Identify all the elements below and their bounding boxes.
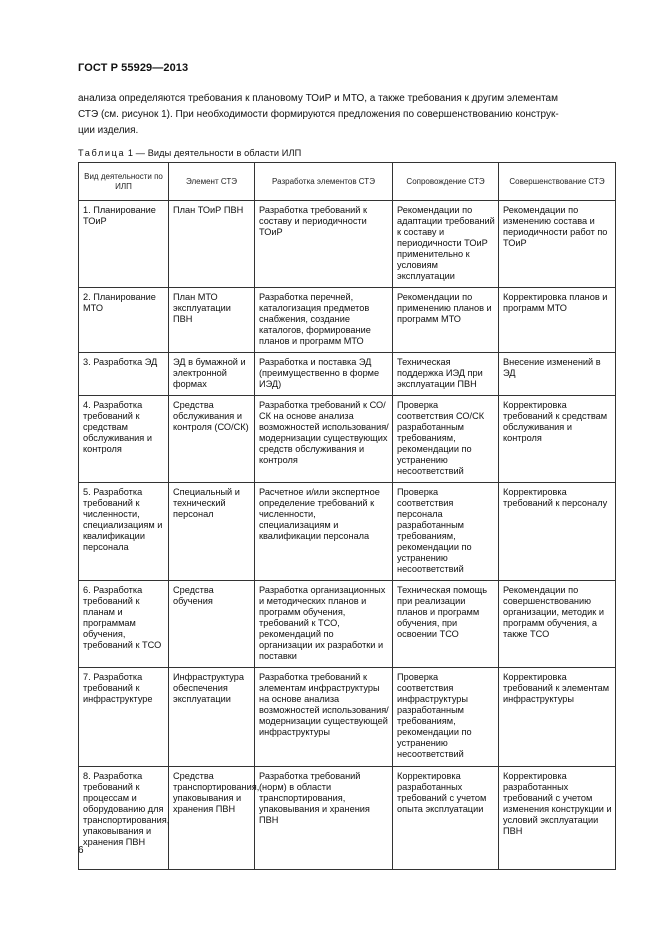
table-cell: 5. Разработка требований к численности, специализациям и квалификации персонала	[79, 483, 169, 581]
table-row	[79, 288, 616, 353]
table-cell: Проверка соответствия персонала разработанным требованиям, рекомендации по устранению несоответствий	[393, 483, 499, 581]
table-cell: Рекомендации по адаптации требований к составу и периодичности ТОиР применительно к условиям эксплуатации	[393, 201, 499, 288]
table-header-row	[79, 163, 616, 201]
table-cell: 1. Планирование ТОиР	[79, 201, 169, 288]
table-cell: Разработка требований к составу и периодичности ТОиР	[255, 201, 393, 288]
document-header: ГОСТ Р 55929—2013	[78, 62, 189, 74]
table-cell: Внесение изменений в ЭД	[499, 353, 616, 396]
table-cell: Рекомендации по применению планов и программ МТО	[393, 288, 499, 353]
table-row	[79, 767, 616, 870]
table-cell: Инфраструктура обеспечения эксплуатации	[169, 668, 255, 767]
intro-line: анализа определяются требования к плановому ТОиР и МТО, а также требования к другим элементам	[78, 93, 558, 104]
table-cell: Корректировка планов и программ МТО	[499, 288, 616, 353]
column-header-improvement: Совершенствование СТЭ	[499, 163, 616, 201]
column-header-development: Разработка элементов СТЭ	[255, 163, 393, 201]
table-row	[79, 581, 616, 668]
table-cell: Средства транспортирования, упаковывания и хранения ПВН	[169, 767, 255, 870]
table-cell: План ТОиР ПВН	[169, 201, 255, 288]
table-cell: Техническая поддержка ИЭД при эксплуатации ПВН	[393, 353, 499, 396]
table-cell: План МТО эксплуатации ПВН	[169, 288, 255, 353]
intro-line: СТЭ (см. рисунок 1). При необходимости формируются предложения по совершенствованию конструк-	[78, 109, 559, 120]
table-cell: Техническая помощь при реализации планов и программ обучения, при освоении ТСО	[393, 581, 499, 668]
table-cell: Разработка требований к СО/СК на основе анализа возможностей использования/ модернизации существующих средств обслуживания и контроля	[255, 396, 393, 483]
table-cell: 8. Разработка требований к процессам и оборудованию для транспортирования, упаковывания и хранения ПВН	[79, 767, 169, 870]
table-cell: 3. Разработка ЭД	[79, 353, 169, 396]
table-cell: 4. Разработка требований к средствам обслуживания и контроля	[79, 396, 169, 483]
table-cell: 6. Разработка требований к планам и программам обучения, требований к ТСО	[79, 581, 169, 668]
table-cell: Рекомендации по совершенствованию организации, методик и программ обучения, а также ТСО	[499, 581, 616, 668]
ilp-activities-table	[78, 162, 616, 870]
table-cell: 2. Планирование МТО	[79, 288, 169, 353]
table-cell: Корректировка требований к средствам обслуживания и контроля	[499, 396, 616, 483]
table-caption-label: Таблица	[78, 148, 126, 158]
table-caption	[78, 148, 301, 158]
table-row	[79, 396, 616, 483]
table-cell: Рекомендации по изменению состава и периодичности работ по ТОиР	[499, 201, 616, 288]
column-header-support: Сопровождение СТЭ	[393, 163, 499, 201]
table-cell: Проверка соответствия инфраструктуры разработанным требованиям, рекомендации по устранению несоответствий	[393, 668, 499, 767]
table-cell: Разработка перечней, каталогизация предметов снабжения, создание каталогов, формирование планов и программ МТО	[255, 288, 393, 353]
intro-paragraph	[78, 91, 614, 139]
column-header-element: Элемент СТЭ	[169, 163, 255, 201]
table-cell: 7. Разработка требований к инфраструктуре	[79, 668, 169, 767]
intro-line: ции изделия.	[78, 125, 139, 136]
page-number: 6	[78, 845, 84, 856]
table-row	[79, 668, 616, 767]
table-cell: Расчетное и/или экспертное определение требований к численности, специализациям и квалификации персонала	[255, 483, 393, 581]
table-cell: Корректировка требований к персоналу	[499, 483, 616, 581]
table-cell: Корректировка требований к элементам инфраструктуры	[499, 668, 616, 767]
table-cell: Средства обучения	[169, 581, 255, 668]
table-cell: Корректировка разработанных требований с учетом опыта эксплуатации	[393, 767, 499, 870]
table-cell: Проверка соответствия СО/СК разработанным требованиям, рекомендации по устранению несоответствий	[393, 396, 499, 483]
table-cell: Разработка и поставка ЭД (преимущественно в форме ИЭД)	[255, 353, 393, 396]
table-cell: Средства обслуживания и контроля (СО/СК)	[169, 396, 255, 483]
table-row	[79, 483, 616, 581]
table-caption-text: 1 — Виды деятельности в области ИЛП	[127, 148, 302, 158]
table-cell: Разработка требований к элементам инфраструктуры на основе анализа возможностей использования/ модернизации существующей инфраструктуры	[255, 668, 393, 767]
table-cell: ЭД в бумажной и электронной формах	[169, 353, 255, 396]
table-cell: Разработка требований (норм) в области транспортирования, упаковывания и хранения ПВН	[255, 767, 393, 870]
column-header-activity: Вид деятельности по ИЛП	[79, 163, 169, 201]
table-cell: Специальный и технический персонал	[169, 483, 255, 581]
table-row	[79, 353, 616, 396]
table-cell: Корректировка разработанных требований с учетом изменения конструкции и условий эксплуатации ПВН	[499, 767, 616, 870]
table-row	[79, 201, 616, 288]
table-cell: Разработка организационных и методических планов и программ обучения, требований к ТСО, рекомендаций по организации их разработки и поставки	[255, 581, 393, 668]
